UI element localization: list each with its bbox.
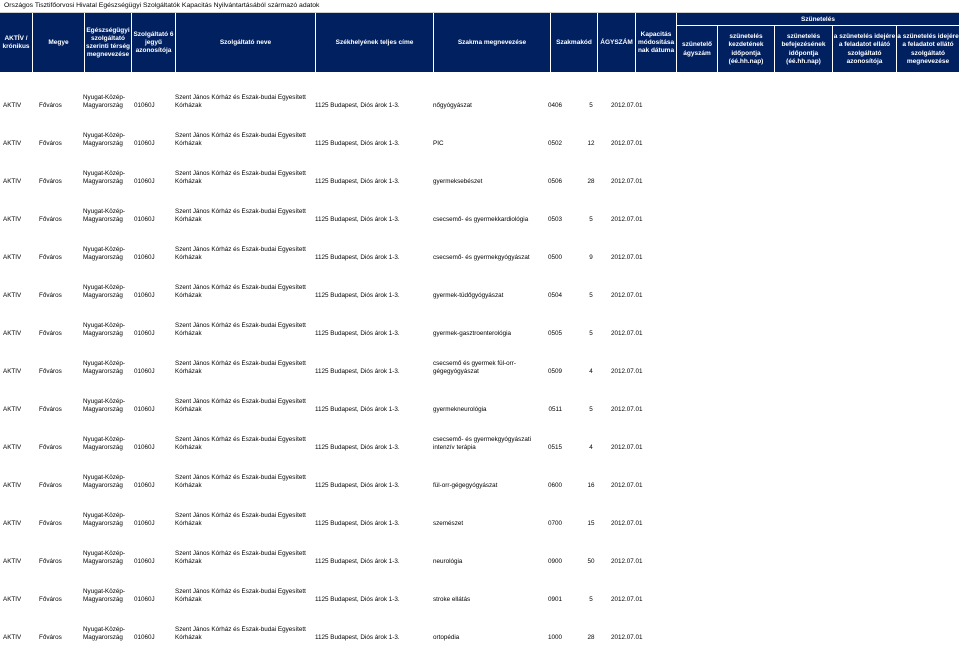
cell-cim: 1125 Budapest, Diós árok 1-3. bbox=[315, 519, 400, 527]
table-row bbox=[0, 339, 959, 377]
table-row bbox=[0, 111, 959, 149]
cell-aktiv: AKTÍV bbox=[3, 443, 22, 451]
cell-azonosito: 01060J bbox=[134, 253, 155, 261]
cell-datum: 2012.07.01 bbox=[611, 177, 643, 185]
cell-datum: 2012.07.01 bbox=[611, 101, 643, 109]
header-group-szuneteles: Szünetelés bbox=[677, 13, 959, 26]
cell-nev: Szent János Kórház és Észak-budai Egyesített Kórházak bbox=[175, 473, 306, 489]
cell-megye: Főváros bbox=[39, 177, 62, 185]
cell-datum: 2012.07.01 bbox=[611, 595, 643, 603]
cell-szakma: gyermekneurológia bbox=[433, 405, 487, 413]
cell-terseg: Nyugat-Közép-Magyarország bbox=[83, 245, 125, 261]
cell-agyszam: 5 bbox=[589, 101, 593, 109]
cell-azonosito: 01060J bbox=[134, 595, 155, 603]
cell-aktiv: AKTÍV bbox=[3, 177, 22, 185]
cell-terseg: Nyugat-Közép-Magyarország bbox=[83, 321, 125, 337]
header-nev: Szolgáltató neve bbox=[176, 13, 316, 73]
table-row bbox=[0, 73, 959, 111]
cell-azonosito: 01060J bbox=[134, 177, 155, 185]
cell-megye: Főváros bbox=[39, 139, 62, 147]
cell-terseg: Nyugat-Közép-Magyarország bbox=[83, 587, 125, 603]
cell-cim: 1125 Budapest, Diós árok 1-3. bbox=[315, 443, 400, 451]
cell-azonosito: 01060J bbox=[134, 215, 155, 223]
cell-megye: Főváros bbox=[39, 519, 62, 527]
cell-datum: 2012.07.01 bbox=[611, 329, 643, 337]
cell-cim: 1125 Budapest, Diós árok 1-3. bbox=[315, 367, 400, 375]
cell-cim: 1125 Budapest, Diós árok 1-3. bbox=[315, 177, 400, 185]
cell-terseg: Nyugat-Közép-Magyarország bbox=[83, 207, 125, 223]
cell-szakma: csecsemő- és gyermekgyógyászati intenzív terápia bbox=[433, 435, 531, 451]
cell-aktiv: AKTÍV bbox=[3, 557, 22, 565]
cell-szakmakod: 0511 bbox=[548, 405, 562, 413]
table-row bbox=[0, 263, 959, 301]
table-row bbox=[0, 567, 959, 605]
cell-cim: 1125 Budapest, Diós árok 1-3. bbox=[315, 253, 400, 261]
cell-nev: Szent János Kórház és Észak-budai Egyesített Kórházak bbox=[175, 397, 306, 413]
cell-agyszam: 16 bbox=[587, 481, 595, 489]
cell-azonosito: 01060J bbox=[134, 367, 155, 375]
cell-szakmakod: 0504 bbox=[547, 291, 562, 299]
cell-cim: 1125 Budapest, Diós árok 1-3. bbox=[315, 215, 400, 223]
cell-azonosito: 01060J bbox=[134, 405, 155, 413]
cell-datum: 2012.07.01 bbox=[611, 367, 643, 375]
table-row bbox=[0, 415, 959, 453]
cell-agyszam: 5 bbox=[589, 595, 593, 603]
header-azonosito: Szolgáltató 6 jegyű azonosítója bbox=[132, 13, 176, 73]
cell-agyszam: 5 bbox=[589, 405, 593, 413]
cell-nev: Szent János Kórház és Észak-budai Egyesített Kórházak bbox=[175, 321, 306, 337]
cell-megye: Főváros bbox=[39, 253, 62, 261]
cell-nev: Szent János Kórház és Észak-budai Egyesített Kórházak bbox=[175, 549, 306, 565]
cell-datum: 2012.07.01 bbox=[611, 633, 643, 641]
cell-nev: Szent János Kórház és Észak-budai Egyesített Kórházak bbox=[175, 207, 306, 223]
header-sz-veg: szünetelés befejezésének időpontja (éé.hh.nap) bbox=[775, 26, 833, 73]
cell-datum: 2012.07.01 bbox=[611, 519, 643, 527]
cell-aktiv: AKTÍV bbox=[3, 215, 22, 223]
header-megye: Megye bbox=[33, 13, 85, 73]
cell-aktiv: AKTÍV bbox=[3, 139, 22, 147]
cell-terseg: Nyugat-Közép-Magyarország bbox=[83, 625, 125, 641]
cell-terseg: Nyugat-Közép-Magyarország bbox=[83, 169, 125, 185]
cell-nev: Szent János Kórház és Észak-budai Egyesített Kórházak bbox=[175, 93, 306, 109]
cell-azonosito: 01060J bbox=[134, 443, 155, 451]
cell-terseg: Nyugat-Közép-Magyarország bbox=[83, 93, 125, 109]
header-sz-kezdet: szünetelés kezdetének időpontja (éé.hh.nap) bbox=[718, 26, 775, 73]
cell-megye: Főváros bbox=[39, 405, 62, 413]
cell-megye: Főváros bbox=[39, 595, 62, 603]
cell-szakmakod: 0700 bbox=[547, 519, 562, 527]
header-szakma: Szakma megnevezése bbox=[434, 13, 551, 73]
table-row bbox=[0, 225, 959, 263]
cell-azonosito: 01060J bbox=[134, 557, 155, 565]
header-sz-agyszam: szünetelő ágyszám bbox=[677, 26, 718, 73]
cell-megye: Főváros bbox=[39, 367, 62, 375]
cell-szakma: gyermek-gasztroenterológia bbox=[433, 329, 512, 337]
cell-agyszam: 50 bbox=[587, 557, 595, 565]
cell-cim: 1125 Budapest, Diós árok 1-3. bbox=[315, 633, 400, 641]
cell-aktiv: AKTÍV bbox=[3, 519, 22, 527]
cell-szakma: neurológia bbox=[433, 557, 463, 565]
cell-aktiv: AKTÍV bbox=[3, 291, 22, 299]
cell-nev: Szent János Kórház és Észak-budai Egyesített Kórházak bbox=[175, 435, 306, 451]
cell-terseg: Nyugat-Közép-Magyarország bbox=[83, 473, 125, 489]
header-sz-azon: a szünetelés idejére a feladatot ellátó szolgáltató azonosítója bbox=[833, 26, 897, 73]
cell-szakma: fül-orr-gégegyógyászat bbox=[433, 481, 498, 489]
cell-azonosito: 01060J bbox=[134, 481, 155, 489]
cell-datum: 2012.07.01 bbox=[611, 557, 643, 565]
cell-aktiv: AKTÍV bbox=[3, 367, 22, 375]
cell-cim: 1125 Budapest, Diós árok 1-3. bbox=[315, 291, 400, 299]
cell-cim: 1125 Budapest, Diós árok 1-3. bbox=[315, 139, 400, 147]
cell-szakmakod: 0509 bbox=[547, 367, 562, 375]
cell-szakma: csecsemő- és gyermekgyógyászat bbox=[433, 253, 530, 261]
cell-agyszam: 4 bbox=[589, 367, 593, 375]
cell-szakmakod: 0515 bbox=[547, 443, 562, 451]
cell-agyszam: 12 bbox=[587, 139, 595, 147]
cell-agyszam: 9 bbox=[589, 253, 593, 261]
cell-szakmakod: 0406 bbox=[547, 101, 562, 109]
cell-aktiv: AKTÍV bbox=[3, 253, 22, 261]
cell-szakma: gyermeksebészet bbox=[433, 177, 483, 185]
cell-szakma: gyermek-tüdőgyógyászat bbox=[433, 291, 504, 299]
header-sz-nev: a szünetelés idejére a feladatot ellátó szolgáltató megnevezése bbox=[897, 33, 959, 65]
cell-nev: Szent János Kórház és Észak-budai Egyesített Kórházak bbox=[175, 511, 306, 527]
cell-szakmakod: 0901 bbox=[547, 595, 562, 603]
cell-szakma: PIC bbox=[433, 139, 444, 147]
cell-terseg: Nyugat-Közép-Magyarország bbox=[83, 131, 125, 147]
cell-cim: 1125 Budapest, Diós árok 1-3. bbox=[315, 481, 400, 489]
table-row bbox=[0, 301, 959, 339]
cell-nev: Szent János Kórház és Észak-budai Egyesített Kórházak bbox=[175, 131, 306, 147]
cell-megye: Főváros bbox=[39, 443, 62, 451]
table-header bbox=[0, 13, 959, 73]
cell-nev: Szent János Kórház és Észak-budai Egyesített Kórházak bbox=[175, 587, 306, 603]
cell-megye: Főváros bbox=[39, 101, 62, 109]
cell-szakmakod: 0900 bbox=[547, 557, 562, 565]
cell-agyszam: 4 bbox=[589, 443, 593, 451]
cell-nev: Szent János Kórház és Észak-budai Egyesített Kórházak bbox=[175, 625, 306, 641]
cell-cim: 1125 Budapest, Diós árok 1-3. bbox=[315, 557, 400, 565]
cell-datum: 2012.07.01 bbox=[611, 443, 643, 451]
cell-szakmakod: 0500 bbox=[547, 253, 562, 261]
header-szakmakod: Szakmakód bbox=[551, 13, 598, 73]
cell-megye: Főváros bbox=[39, 291, 62, 299]
cell-szakma: stroke ellátás bbox=[433, 595, 471, 603]
cell-aktiv: AKTÍV bbox=[3, 595, 22, 603]
cell-szakma: nőgyógyászat bbox=[433, 101, 472, 109]
cell-agyszam: 28 bbox=[587, 633, 595, 641]
document-title: Országos Tisztifőorvosi Hivatal Egészségügyi Szolgáltatók Kapacitás Nyilvántartásából származó adatok bbox=[0, 0, 959, 13]
cell-datum: 2012.07.01 bbox=[611, 215, 643, 223]
header-agyszam: ÁGYSZÁM bbox=[598, 13, 636, 73]
cell-azonosito: 01060J bbox=[134, 519, 155, 527]
cell-szakmakod: 0506 bbox=[547, 177, 562, 185]
cell-terseg: Nyugat-Közép-Magyarország bbox=[83, 283, 125, 299]
cell-szakma: szemészet bbox=[433, 519, 464, 527]
cell-megye: Főváros bbox=[39, 329, 62, 337]
cell-datum: 2012.07.01 bbox=[611, 481, 643, 489]
cell-megye: Főváros bbox=[39, 481, 62, 489]
header-cim: Székhelyének teljes címe bbox=[316, 13, 434, 73]
table-row bbox=[0, 187, 959, 225]
cell-aktiv: AKTÍV bbox=[3, 101, 22, 109]
cell-datum: 2012.07.01 bbox=[611, 139, 643, 147]
table-row bbox=[0, 377, 959, 415]
cell-agyszam: 5 bbox=[589, 291, 593, 299]
cell-agyszam: 28 bbox=[587, 177, 595, 185]
cell-nev: Szent János Kórház és Észak-budai Egyesített Kórházak bbox=[175, 359, 306, 375]
cell-agyszam: 15 bbox=[587, 519, 595, 527]
cell-szakma: csecsemő- és gyermekkardiológia bbox=[433, 215, 529, 223]
cell-cim: 1125 Budapest, Diós árok 1-3. bbox=[315, 405, 400, 413]
header-modositas: Kapacitás módosítása nak dátuma bbox=[636, 13, 677, 73]
cell-azonosito: 01060J bbox=[134, 291, 155, 299]
cell-azonosito: 01060J bbox=[134, 329, 155, 337]
cell-aktiv: AKTÍV bbox=[3, 633, 22, 641]
cell-aktiv: AKTÍV bbox=[3, 481, 22, 489]
cell-terseg: Nyugat-Közép-Magyarország bbox=[83, 359, 125, 375]
cell-datum: 2012.07.01 bbox=[611, 405, 643, 413]
cell-datum: 2012.07.01 bbox=[611, 291, 643, 299]
cell-azonosito: 01060J bbox=[134, 101, 155, 109]
cell-agyszam: 5 bbox=[589, 329, 593, 337]
table-row bbox=[0, 529, 959, 567]
cell-megye: Főváros bbox=[39, 557, 62, 565]
cell-szakmakod: 0505 bbox=[547, 329, 562, 337]
cell-szakma: csecsemő és gyermek fül-orr-gégegyógyászat bbox=[433, 359, 516, 375]
cell-nev: Szent János Kórház és Észak-budai Egyesített Kórházak bbox=[175, 245, 306, 261]
cell-nev: Szent János Kórház és Észak-budai Egyesített Kórházak bbox=[175, 283, 306, 299]
cell-szakmakod: 0502 bbox=[547, 139, 562, 147]
cell-datum: 2012.07.01 bbox=[611, 253, 643, 261]
cell-azonosito: 01060J bbox=[134, 139, 155, 147]
table-row bbox=[0, 491, 959, 529]
cell-aktiv: AKTÍV bbox=[3, 405, 22, 413]
table-row bbox=[0, 453, 959, 491]
cell-szakmakod: 0503 bbox=[547, 215, 562, 223]
cell-terseg: Nyugat-Közép-Magyarország bbox=[83, 549, 125, 565]
cell-azonosito: 01060J bbox=[134, 633, 155, 641]
cell-szakmakod: 0600 bbox=[547, 481, 562, 489]
cell-megye: Főváros bbox=[39, 633, 62, 641]
table-body bbox=[0, 73, 959, 645]
cell-nev: Szent János Kórház és Észak-budai Egyesített Kórházak bbox=[175, 169, 306, 185]
cell-megye: Főváros bbox=[39, 215, 62, 223]
header-aktiv: AKTÍV / krónikus bbox=[0, 13, 33, 73]
cell-terseg: Nyugat-Közép-Magyarország bbox=[83, 435, 125, 451]
table-row bbox=[0, 149, 959, 187]
cell-cim: 1125 Budapest, Diós árok 1-3. bbox=[315, 329, 400, 337]
cell-cim: 1125 Budapest, Diós árok 1-3. bbox=[315, 595, 400, 603]
cell-agyszam: 5 bbox=[589, 215, 593, 223]
cell-szakma: ortopédia bbox=[433, 633, 460, 641]
header-terseg: Egészségügyi szolgáltató szerinti térség megnevezése bbox=[85, 13, 132, 73]
cell-terseg: Nyugat-Közép-Magyarország bbox=[83, 397, 125, 413]
table-row bbox=[0, 605, 959, 643]
cell-aktiv: AKTÍV bbox=[3, 329, 22, 337]
cell-terseg: Nyugat-Közép-Magyarország bbox=[83, 511, 125, 527]
cell-szakmakod: 1000 bbox=[547, 633, 562, 641]
cell-cim: 1125 Budapest, Diós árok 1-3. bbox=[315, 101, 400, 109]
